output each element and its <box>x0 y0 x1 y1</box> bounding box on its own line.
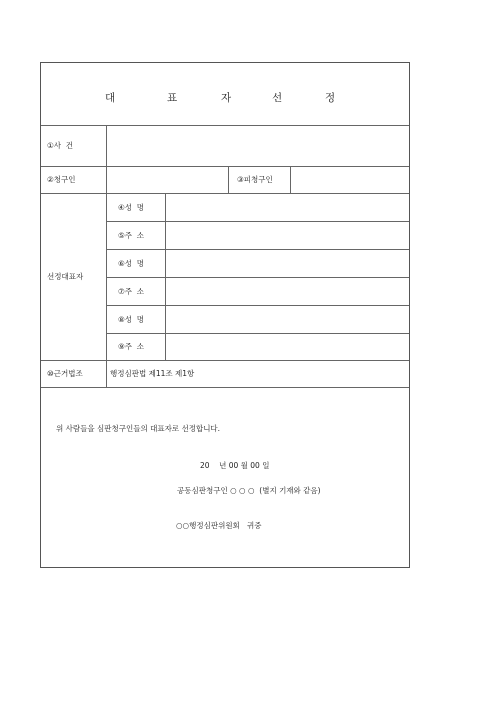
representative-selection-form <box>40 62 410 568</box>
column-divider-claimant-value <box>228 166 229 193</box>
column-divider-labels <box>106 125 107 387</box>
date-line: 20 년 00 월 00 일 <box>200 461 270 470</box>
rep-address-3-label: ⑨주 소 <box>118 342 144 351</box>
divider-representatives <box>41 360 409 361</box>
selection-statement: 위 사람들을 심판청구인들의 대표자로 선정합니다. <box>56 424 221 433</box>
legal-basis-label: ⑩근거법조 <box>47 369 83 378</box>
legal-basis-value: 행정심판법 제11조 제1항 <box>110 369 195 378</box>
rep-name-2-label: ⑥성 명 <box>118 259 144 268</box>
rep-address-2-label: ⑦주 소 <box>118 287 144 296</box>
divider-title <box>41 125 409 126</box>
divider-rep-4 <box>106 305 409 306</box>
rep-address-1-label: ⑤주 소 <box>118 231 144 240</box>
respondent-label: ③피청구인 <box>237 175 273 184</box>
rep-name-1-label: ④성 명 <box>118 203 144 212</box>
column-divider-respondent-value <box>290 166 291 193</box>
joint-claimants-line: 공동심판청구인 ○ ○ ○ (별지 기재와 같음) <box>177 486 321 495</box>
title-char-1: 대 <box>105 92 116 104</box>
divider-rep-5 <box>106 333 409 334</box>
divider-case <box>41 166 409 167</box>
column-divider-rep-items <box>165 193 166 360</box>
addressee-line: ○○행정심판위원회 귀중 <box>176 521 262 530</box>
divider-legal-basis <box>41 387 409 388</box>
title-char-4: 선 <box>272 92 283 104</box>
title-char-3: 자 <box>221 92 232 104</box>
title-char-5: 정 <box>325 92 336 104</box>
case-label: ①사 건 <box>47 141 73 150</box>
rep-name-3-label: ⑧성 명 <box>118 315 144 324</box>
title-char-2: 표 <box>167 92 178 104</box>
representatives-label: 선정대표자 <box>47 272 84 281</box>
divider-claimant <box>41 193 409 194</box>
claimant-label: ②청구인 <box>47 175 76 184</box>
divider-rep-2 <box>106 249 409 250</box>
divider-rep-1 <box>106 221 409 222</box>
divider-rep-3 <box>106 277 409 278</box>
